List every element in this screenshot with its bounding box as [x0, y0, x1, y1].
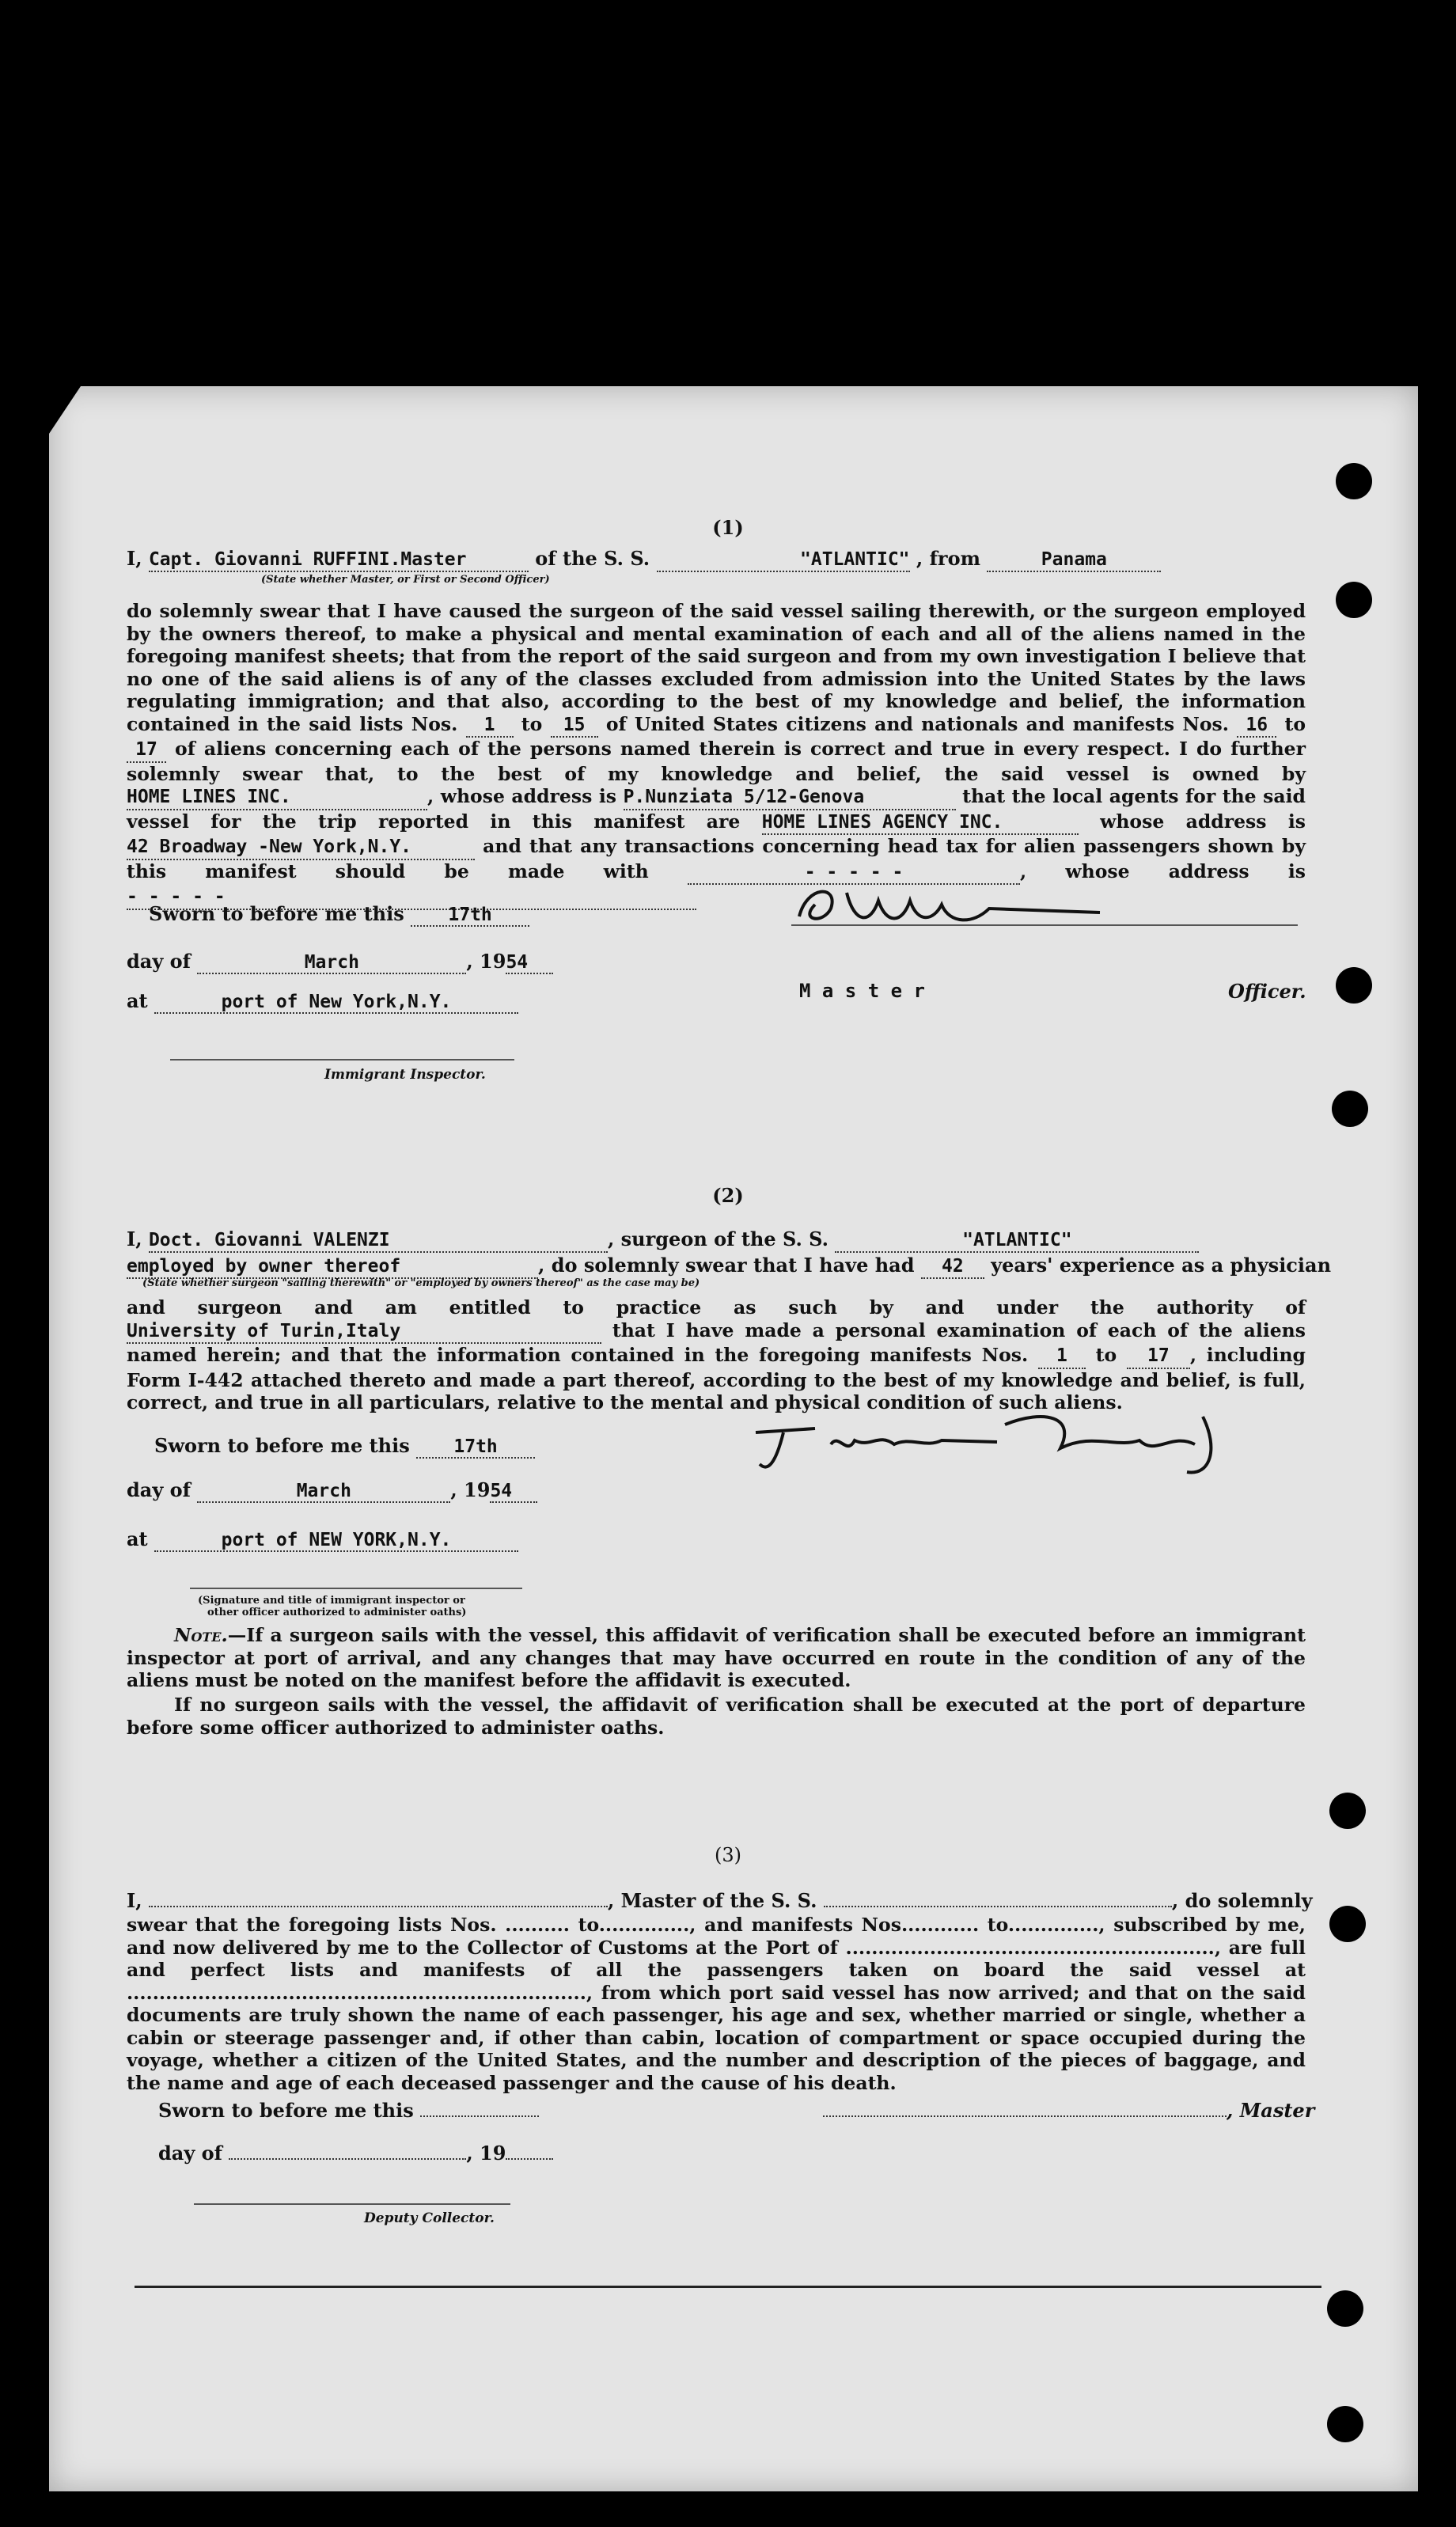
punch-hole: [1336, 582, 1372, 618]
punch-hole: [1336, 967, 1372, 1004]
punch-hole: [1327, 2406, 1363, 2442]
master-title: M a s t e r: [799, 980, 925, 1002]
owner-address: P.Nunziata 5/12-Genova: [624, 786, 956, 810]
day-of-line-3: day of , 19: [158, 2142, 553, 2165]
at-line-2: at port of NEW YORK,N.Y.: [127, 1527, 518, 1552]
inspector-signature-line: [170, 1059, 514, 1061]
folded-corner: [49, 386, 81, 434]
master-oath-line: I, Capt. Giovanni RUFFINI.Master of the S. S. "ATLANTIC" , from Panama: [127, 548, 1306, 572]
sworn-month-2: March: [197, 1481, 450, 1503]
employed-note: (State whether surgeon "sailing therewith" or "employed by owners thereof" as the case may be): [142, 1277, 700, 1289]
surgeon-oath-body: and surgeon and am entitled to practice as such by and under the authority of University of Turin,Italy that I have made a personal examination of each of the aliens named herein; and that the information contained in the foregoing manifests Nos. 1 to 17 , including Form I-442 attached thereto and made a part thereof, according to the best of my knowledge and belief, is full, correct, and true in all particulars, relative to the mental and physical condition of such aliens.: [127, 1296, 1306, 1413]
surgeon-employment: employed by owner thereof: [127, 1255, 538, 1279]
sworn-year-2: 54: [490, 1481, 537, 1503]
master-name: Capt. Giovanni RUFFINI.Master: [149, 548, 529, 572]
headtax-address: - - - - -: [127, 886, 696, 910]
punch-hole: [1332, 1091, 1368, 1127]
surgeon-name: Doct. Giovanni VALENZI: [149, 1229, 608, 1253]
at-line-1: at port of New York,N.Y.: [127, 989, 518, 1014]
master-note: (State whether Master, or First or Second Officer): [261, 574, 550, 586]
surgeon-vessel: "ATLANTIC": [835, 1229, 1199, 1253]
punch-hole: [1329, 1906, 1366, 1942]
vessel-name: "ATLANTIC": [657, 548, 910, 572]
surgeon-manifests-from: 1: [1038, 1345, 1086, 1369]
surgeon-authority: University of Turin,Italy: [127, 1320, 601, 1345]
inspector-label: Immigrant Inspector.: [324, 1067, 486, 1083]
local-agents: HOME LINES AGENCY INC.: [762, 811, 1079, 836]
inspector-signature-line-2: [190, 1588, 522, 1589]
sworn-line-3: Sworn to before me this: [158, 2099, 539, 2122]
day-of-line-1: day of March , 1954: [127, 950, 553, 974]
surgeon-years: 42: [921, 1255, 984, 1279]
master-line-3: , Master: [823, 2099, 1314, 2122]
surgeon-employed-line: employed by owner thereof , do solemnly swear that I have had 42 years' experience as a physician: [127, 1254, 1306, 1279]
sworn-year-1: 54: [506, 952, 553, 974]
note-paragraph: Note.—If a surgeon sails with the vessel, this affidavit of verification shall be executed before an immigrant inspector at port of arrival, and any changes that may have occurred en route in the condition of any of the aliens must be noted on the manifest before the affidavit is executed.: [127, 1624, 1306, 1691]
sworn-year-3-field[interactable]: [506, 2158, 553, 2160]
manifests-to: 17: [127, 738, 166, 763]
sworn-month-3-field[interactable]: [229, 2158, 466, 2160]
headtax-party: - - - - -: [688, 861, 1020, 886]
agents-address: 42 Broadway -New York,N.Y.: [127, 836, 475, 860]
punch-hole: [1327, 2290, 1363, 2327]
sworn-place-1: port of New York,N.Y.: [154, 992, 518, 1014]
surgeon-oath-line: I, Doct. Giovanni VALENZI , surgeon of the S. S. "ATLANTIC": [127, 1228, 1306, 1253]
bottom-rule: [135, 2286, 1321, 2288]
officer-label: Officer.: [1228, 980, 1306, 1003]
vessel-owner: HOME LINES INC.: [127, 786, 427, 810]
sworn-day-1: 17th: [411, 905, 529, 927]
customs-oath-body: swear that the foregoing lists Nos. .......... to.............., and manifests Nos............ to.............., subscribed by me, and now delivered by me to the Collector of Customs at the Port of ........................................................., are full and perfect lists and manifests of all the passengers taken on board the said vessel at ......................................................................., from which port said vessel has now arrived; and that on the said documents are truly shown the name of each passenger, his age and sex, whether married or single, whether a cabin or steerage passenger and, if other than cabin, location of compartment or space occupied during the voyage, whether a citizen of the United States, and the number and description of the pieces of baggage, and the name and age of each deceased passenger and the cause of his death.: [127, 1914, 1306, 2094]
customs-master-field[interactable]: [149, 1906, 608, 1907]
note-label: Note.: [174, 1624, 228, 1646]
punch-hole: [1329, 1793, 1366, 1829]
section-number-2: (2): [712, 1184, 744, 1207]
note-paragraph-2: If no surgeon sails with the vessel, the affidavit of verification shall be executed at the port of departure before some officer authorized to administer oaths.: [127, 1694, 1306, 1739]
deputy-signature-line: [194, 2203, 510, 2205]
deputy-label: Deputy Collector.: [364, 2210, 495, 2226]
punch-hole: [1336, 463, 1372, 499]
from-port: Panama: [987, 548, 1161, 572]
manifests-from: 16: [1237, 714, 1276, 738]
section-number-3: (3): [715, 1844, 741, 1866]
master-oath-body: do solemnly swear that I have caused the surgeon of the said vessel sailing therewith, or the surgeon employed by the owners thereof, to make a physical and mental examination of each and all of the aliens named in the foregoing manifest sheets; that from the report of the said surgeon and from my own investigation I believe that no one of the said aliens is of any of the classes excluded from admission into the United States by the laws regulating immigration; and that also, according to the best of my knowledge and belief, the information contained in the said lists Nos. 1 to 15 of United States citizens and nationals and manifests Nos. 16 to 17 of aliens concerning each of the persons named therein is correct and true in every respect. I do further solemnly swear that, to the best of my knowledge and belief, the said vessel is owned by HOME LINES INC. , whose address is P.Nunziata 5/12-Genova that the local agents for the said vessel for the trip reported in this manifest are HOME LINES AGENCY INC. whose address is 42 Broadway -New York,N.Y. and that any transactions concerning head tax for alien passengers shown by this manifest should be made with - - - - - , whose address is - - - - -: [127, 600, 1306, 910]
lists-from: 1: [466, 714, 514, 738]
day-of-line-2: day of March , 1954: [127, 1478, 537, 1503]
sworn-month-1: March: [197, 952, 466, 974]
sworn-day-3-field[interactable]: [420, 2115, 539, 2117]
sig-note-1: (Signature and title of immigrant inspector or: [198, 1595, 465, 1607]
sworn-day-2: 17th: [416, 1436, 535, 1459]
customs-vessel-field[interactable]: [824, 1906, 1172, 1907]
customs-oath-line: I, , Master of the S. S. , do solemnly: [127, 1889, 1313, 1912]
surgeon-manifests-to: 17: [1127, 1345, 1190, 1369]
surgeon-signature: [744, 1401, 1258, 1480]
sig-note-2: other officer authorized to administer oaths): [207, 1607, 467, 1618]
sworn-line-1: Sworn to before me this 17th: [149, 902, 529, 927]
master-signature-field[interactable]: [823, 2115, 1227, 2117]
lists-to: 15: [551, 714, 598, 738]
sworn-place-2: port of NEW YORK,N.Y.: [154, 1530, 518, 1552]
sworn-line-2: Sworn to before me this 17th: [154, 1434, 535, 1459]
master-signature-line: [791, 924, 1298, 926]
section-number-1: (1): [712, 516, 744, 539]
